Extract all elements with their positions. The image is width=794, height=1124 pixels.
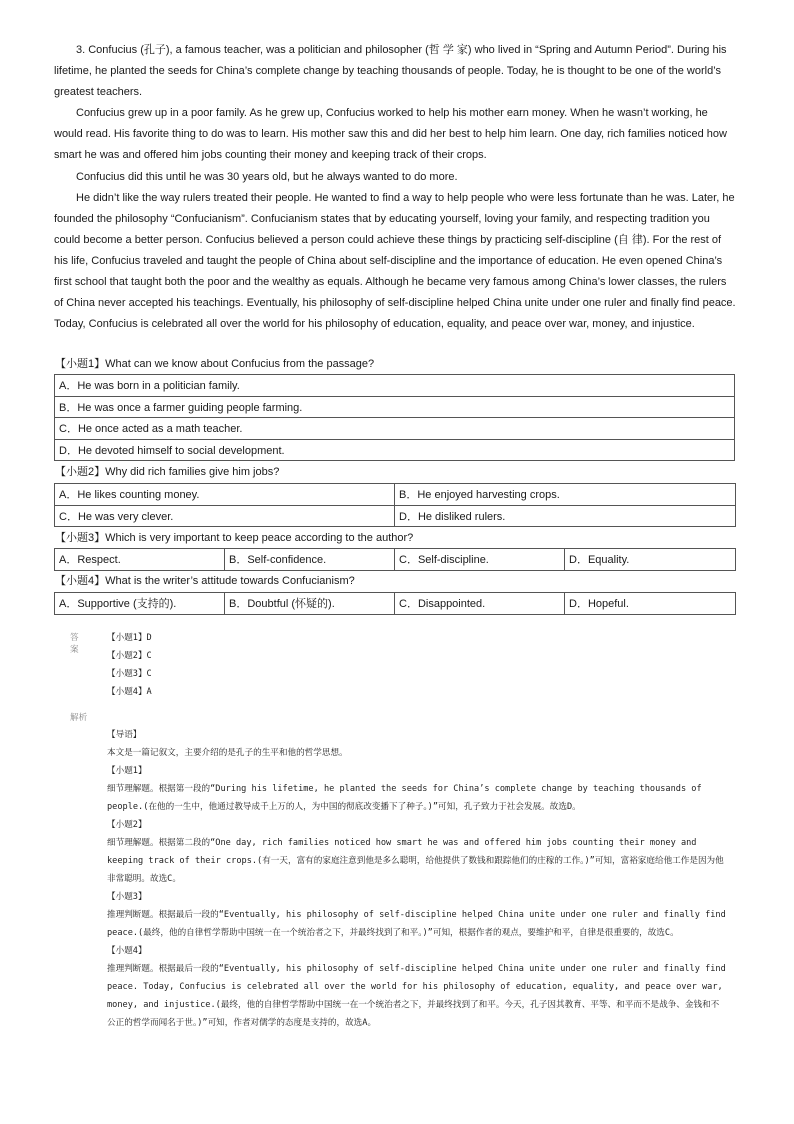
analysis-heading: 【小题2】 [107, 820, 147, 830]
question-3-options [54, 548, 736, 571]
analysis-label: 解析 [70, 713, 88, 723]
option-c: C．He was very clever. [55, 505, 395, 527]
option-a: A．Supportive (支持的). [55, 593, 225, 615]
analysis-text: 推理判断题。根据最后一段的“Eventually, his philosophy of self-discipline helped China unite under one ruler and finally find peace. Today, Confucius is celebrated all over the world for his philosophy of education, equality, and peace over war, money, and injustice.(最终，他的自律哲学帮助中国统一在一个统治者之下，并最终找到了和平。今天，孔子因其教育、平等、和平而不是战争、金钱和不公正的哲学而闻名于世。)”可知，作者对儒学的态度是支持的，故选A。 [107, 964, 726, 1028]
answer-item: 【小题4】A [107, 687, 152, 697]
option-c: C．Self-discipline. [395, 549, 565, 571]
option-b: B．Doubtful (怀疑的). [225, 593, 395, 615]
analysis-heading: 【小题4】 [107, 946, 147, 956]
answer-item: 【小题3】C [107, 669, 152, 679]
reading-passage [54, 40, 736, 335]
passage-paragraph: Confucius grew up in a poor family. As he grew up, Confucius worked to help his mother earn money. When he wasn’t working, he would read. His favorite thing to do was to learn. His mother saw this and did her best to help him learn. One day, rich families noticed how smart he was and offered him jobs counting their money and keeping track of their crops. [54, 107, 727, 162]
analysis-text: 本文是一篇记叙文，主要介绍的是孔子的生平和他的哲学思想。 [107, 748, 348, 758]
option-b: B．He was once a farmer guiding people farming. [55, 396, 735, 418]
question-1-stem: 【小题1】What can we know about Confucius from the passage? [55, 358, 375, 370]
analysis-text: 细节理解题。根据第一段的“During his lifetime, he planted the seeds for China’s complete change by teaching thousands of people.(在他的一生中，他通过教导成千上万的人，为中国的彻底改变播下了种子。)”可知，孔子致力于社会发展。故选D。 [107, 784, 702, 812]
option-d: D．Hopeful. [565, 593, 736, 615]
option-a: A．He likes counting money. [55, 484, 395, 506]
option-a: A．He was born in a politician family. [55, 375, 735, 397]
analysis-text: 推理判断题。根据最后一段的“Eventually, his philosophy of self-discipline helped China unite under one ruler and finally find peace.(最终，他的自律哲学帮助中国统一在一个统治者之下，并最终找到了和平。)”可知，根据作者的观点，要维护和平，自律是很重要的，故选C。 [107, 910, 726, 938]
question-3-stem: 【小题3】Which is very important to keep peace according to the author? [55, 532, 414, 544]
question-4-stem: 【小题4】What is the writer’s attitude towards Confucianism? [55, 575, 355, 587]
analysis-heading: 【小题3】 [107, 892, 147, 902]
analysis-text: 细节理解题。根据第二段的“One day, rich families noticed how smart he was and offered him jobs counting their money and keeping track of their crops.(有一天，富有的家庭注意到他是多么聪明，给他提供了数钱和跟踪他们的庄稼的工作。)”可知，富裕家庭给他工作是因为他非常聪明。故选C。 [107, 838, 724, 884]
option-c: C．Disappointed. [395, 593, 565, 615]
option-b: B．He enjoyed harvesting crops. [395, 484, 736, 506]
analysis-heading: 【小题1】 [107, 766, 147, 776]
option-d: D．He disliked rulers. [395, 505, 736, 527]
passage-paragraph: He didn’t like the way rulers treated their people. He wanted to find a way to help people who were less fortunate than he was. Later, he founded the philosophy “Confucianism”. Confucianism states that by educating yourself, loving your family, and respecting tradition you could become a better person. Confucius believed a person could achieve these things by practicing self-discipline (自 律). For the rest of his life, Confucius traveled and taught the people of China about self-discipline and the importance of education. He even opened China’s first school that taught both the poor and the wealthy as equals. Although he became very famous among China’s lower classes, the rulers of China never accepted his teachings. Eventually, his philosophy of self-discipline helped China unite under one ruler and finally find peace. Today, Confucius is celebrated all over the world for his philosophy of education, equality, and peace over war, money, and injustice. [54, 191, 736, 331]
answer-item: 【小题2】C [107, 651, 152, 661]
analysis-heading: 【导语】 [107, 730, 142, 740]
question-2-stem: 【小题2】Why did rich families give him jobs? [55, 466, 280, 478]
answer-label: 答案 [70, 633, 79, 655]
option-d: D．He devoted himself to social development. [55, 439, 735, 461]
option-d: D．Equality. [565, 549, 736, 571]
question-1-options [54, 374, 735, 461]
question-2-options [54, 483, 736, 527]
question-4-options [54, 592, 736, 615]
option-a: A．Respect. [55, 549, 225, 571]
answer-item: 【小题1】D [107, 633, 152, 643]
option-b: B．Self-confidence. [225, 549, 395, 571]
passage-paragraph: 3. Confucius (孔子), a famous teacher, was a politician and philosopher (哲 学 家) who lived in “Spring and Autumn Period”. During his lifetime, he planted the seeds for China’s complete change by teaching thousands of people. Today, he is thought to be one of the world’s greatest teachers. [54, 44, 727, 99]
option-c: C．He once acted as a math teacher. [55, 418, 735, 440]
analysis-section [107, 726, 727, 1032]
passage-paragraph: Confucius did this until he was 30 years old, but he always wanted to do more. [76, 170, 458, 183]
